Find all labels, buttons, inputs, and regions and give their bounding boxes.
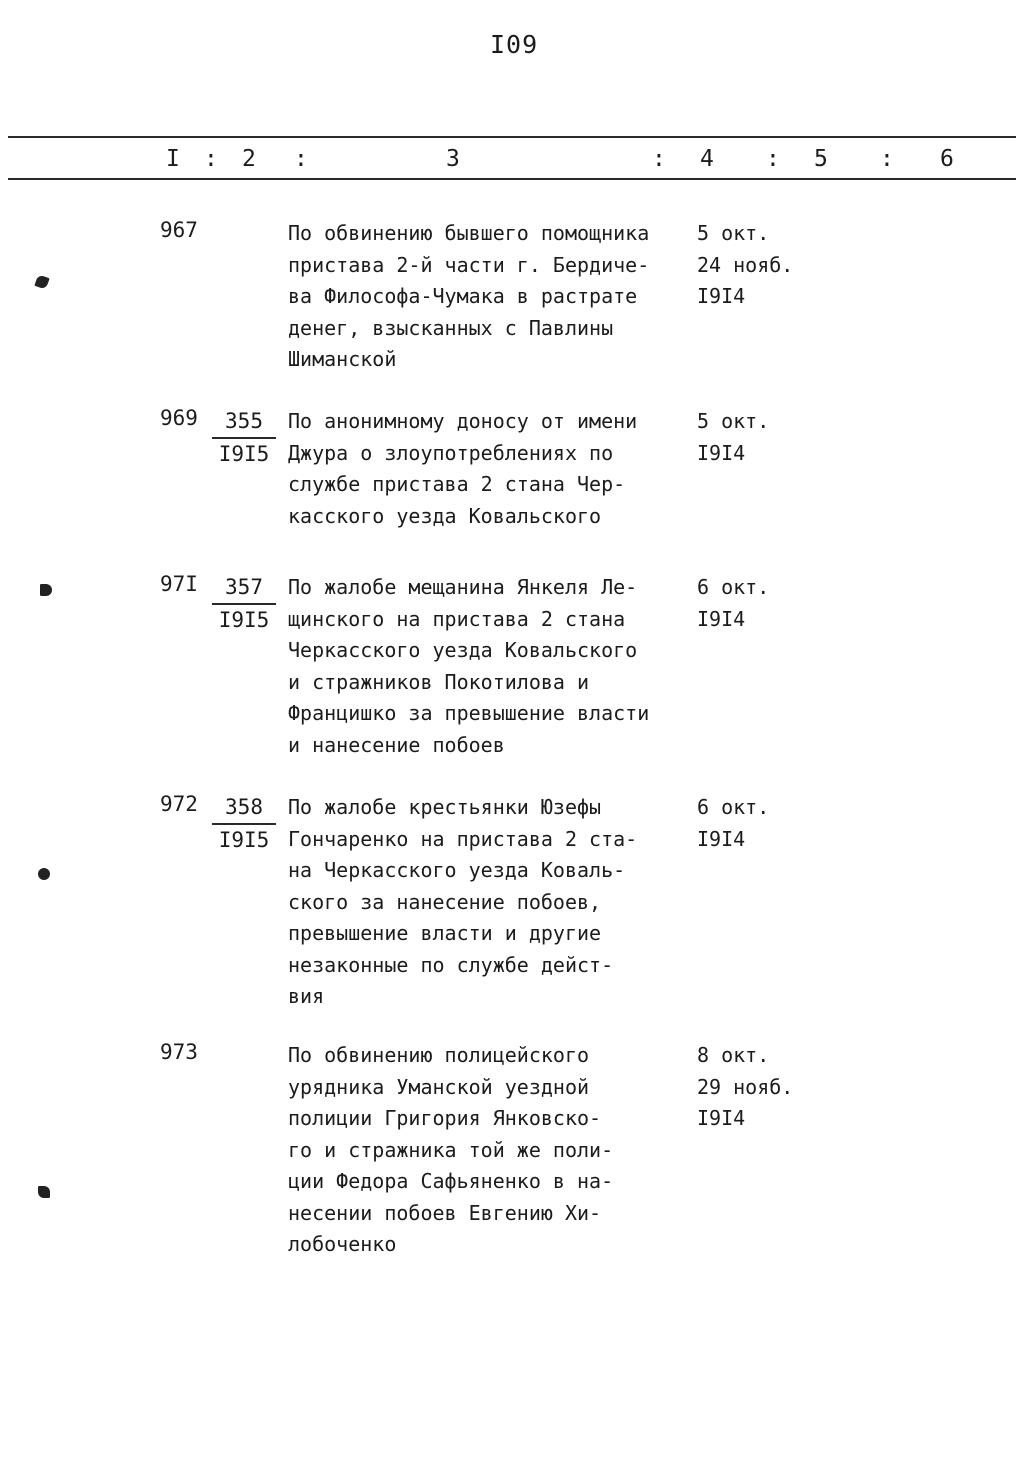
archive-reference (212, 572, 276, 636)
description-line: Гончаренко на пристава 2 ста- (288, 826, 638, 851)
description-line: полиции Григория Янковско- (288, 1106, 602, 1130)
description-line: Джура о злоупотреблениях по (288, 440, 614, 465)
description-line: ции Федора Сафьяненко в на- (288, 1169, 614, 1193)
case-dates (697, 218, 793, 313)
description-line: пристава 2-й части г. Бердиче- (288, 252, 650, 277)
description-line: и стражников Покотилова и (288, 669, 590, 694)
description-line: Францишко за превышение власти (288, 701, 650, 725)
archive-reference-numerator: 355 (212, 406, 276, 439)
date-line: 6 окт. (697, 575, 770, 599)
date-line: 6 окт. (697, 795, 770, 819)
punch-mark-icon (34, 274, 49, 289)
column-header-separator: : (880, 146, 894, 172)
archive-reference-numerator: 358 (212, 792, 276, 825)
date-line: I9I4 (697, 284, 746, 308)
description-line: касского уезда Ковальского (288, 503, 602, 528)
column-header-separator: : (204, 146, 218, 172)
punch-mark-icon (38, 868, 50, 880)
column-header-separator: : (294, 146, 308, 172)
date-line: I9I4 (697, 440, 746, 465)
description-line: незаконные по службе дейст- (288, 952, 614, 977)
column-header-1: I (166, 146, 180, 172)
description-line: лобоченко (288, 1232, 397, 1256)
case-description (288, 572, 688, 761)
case-dates (697, 406, 769, 469)
column-header-3: 3 (446, 146, 460, 172)
description-line: По обвинению бывшего помощника (288, 221, 650, 245)
description-line: го и стражника той же поли- (288, 1137, 614, 1162)
date-line: 29 нояб. (697, 1074, 794, 1099)
description-line: и нанесение побоев (288, 732, 505, 757)
column-header-2: 2 (242, 146, 256, 172)
case-number: 97I (160, 572, 198, 596)
description-line: на Черкасского уезда Коваль- (288, 858, 626, 882)
case-number: 973 (160, 1040, 198, 1064)
date-line: I9I4 (697, 1106, 746, 1130)
archive-reference (212, 406, 276, 470)
date-line: 5 окт. (697, 409, 770, 433)
punch-mark-icon (38, 1186, 50, 1198)
case-number: 967 (160, 218, 198, 242)
table-header-top-rule (8, 136, 1016, 138)
description-line: вия (288, 984, 325, 1008)
table-header-bottom-rule (8, 178, 1016, 180)
archive-reference-year: I9I5 (218, 442, 270, 466)
archive-reference-year: I9I5 (218, 608, 270, 632)
description-line: По анонимному доносу от имени (288, 409, 638, 433)
description-line: Шиманской (288, 347, 397, 371)
description-line: денег, взысканных с Павлины (288, 315, 614, 340)
date-line: I9I4 (697, 606, 746, 631)
archive-reference (212, 792, 276, 856)
column-header-separator: : (652, 146, 666, 172)
description-line: По обвинению полицейского (288, 1043, 590, 1067)
case-dates (697, 572, 769, 635)
description-line: урядника Уманской уездной (288, 1074, 590, 1099)
description-line: щинского на пристава 2 стана (288, 606, 626, 631)
archive-reference-numerator: 357 (212, 572, 276, 605)
case-dates (697, 1040, 793, 1135)
column-header-separator: : (766, 146, 780, 172)
column-header-5: 5 (814, 146, 828, 172)
description-line: ского за нанесение побоев, (288, 889, 602, 914)
case-dates (697, 792, 769, 855)
date-line: 5 окт. (697, 221, 770, 245)
column-header-6: 6 (940, 146, 954, 172)
case-description (288, 792, 688, 1013)
date-line: 8 окт. (697, 1043, 770, 1067)
case-number: 972 (160, 792, 198, 816)
description-line: По жалобе крестьянки Юзефы (288, 795, 602, 819)
date-line: 24 нояб. (697, 252, 794, 277)
archive-reference-year: I9I5 (218, 828, 270, 852)
page-number: I09 (490, 30, 539, 59)
description-line: По жалобе мещанина Янкеля Ле- (288, 575, 638, 599)
description-line: службе пристава 2 стана Чер- (288, 472, 626, 496)
description-line: превышение власти и другие (288, 921, 602, 945)
case-description (288, 1040, 688, 1261)
description-line: несении побоев Евгению Хи- (288, 1200, 602, 1225)
punch-mark-icon (40, 584, 52, 596)
column-header-4: 4 (700, 146, 714, 172)
case-description (288, 406, 688, 532)
case-description (288, 218, 688, 376)
case-number: 969 (160, 406, 198, 430)
description-line: ва Философа-Чумака в растрате (288, 284, 638, 308)
description-line: Черкасского уезда Ковальского (288, 638, 638, 662)
date-line: I9I4 (697, 826, 746, 851)
